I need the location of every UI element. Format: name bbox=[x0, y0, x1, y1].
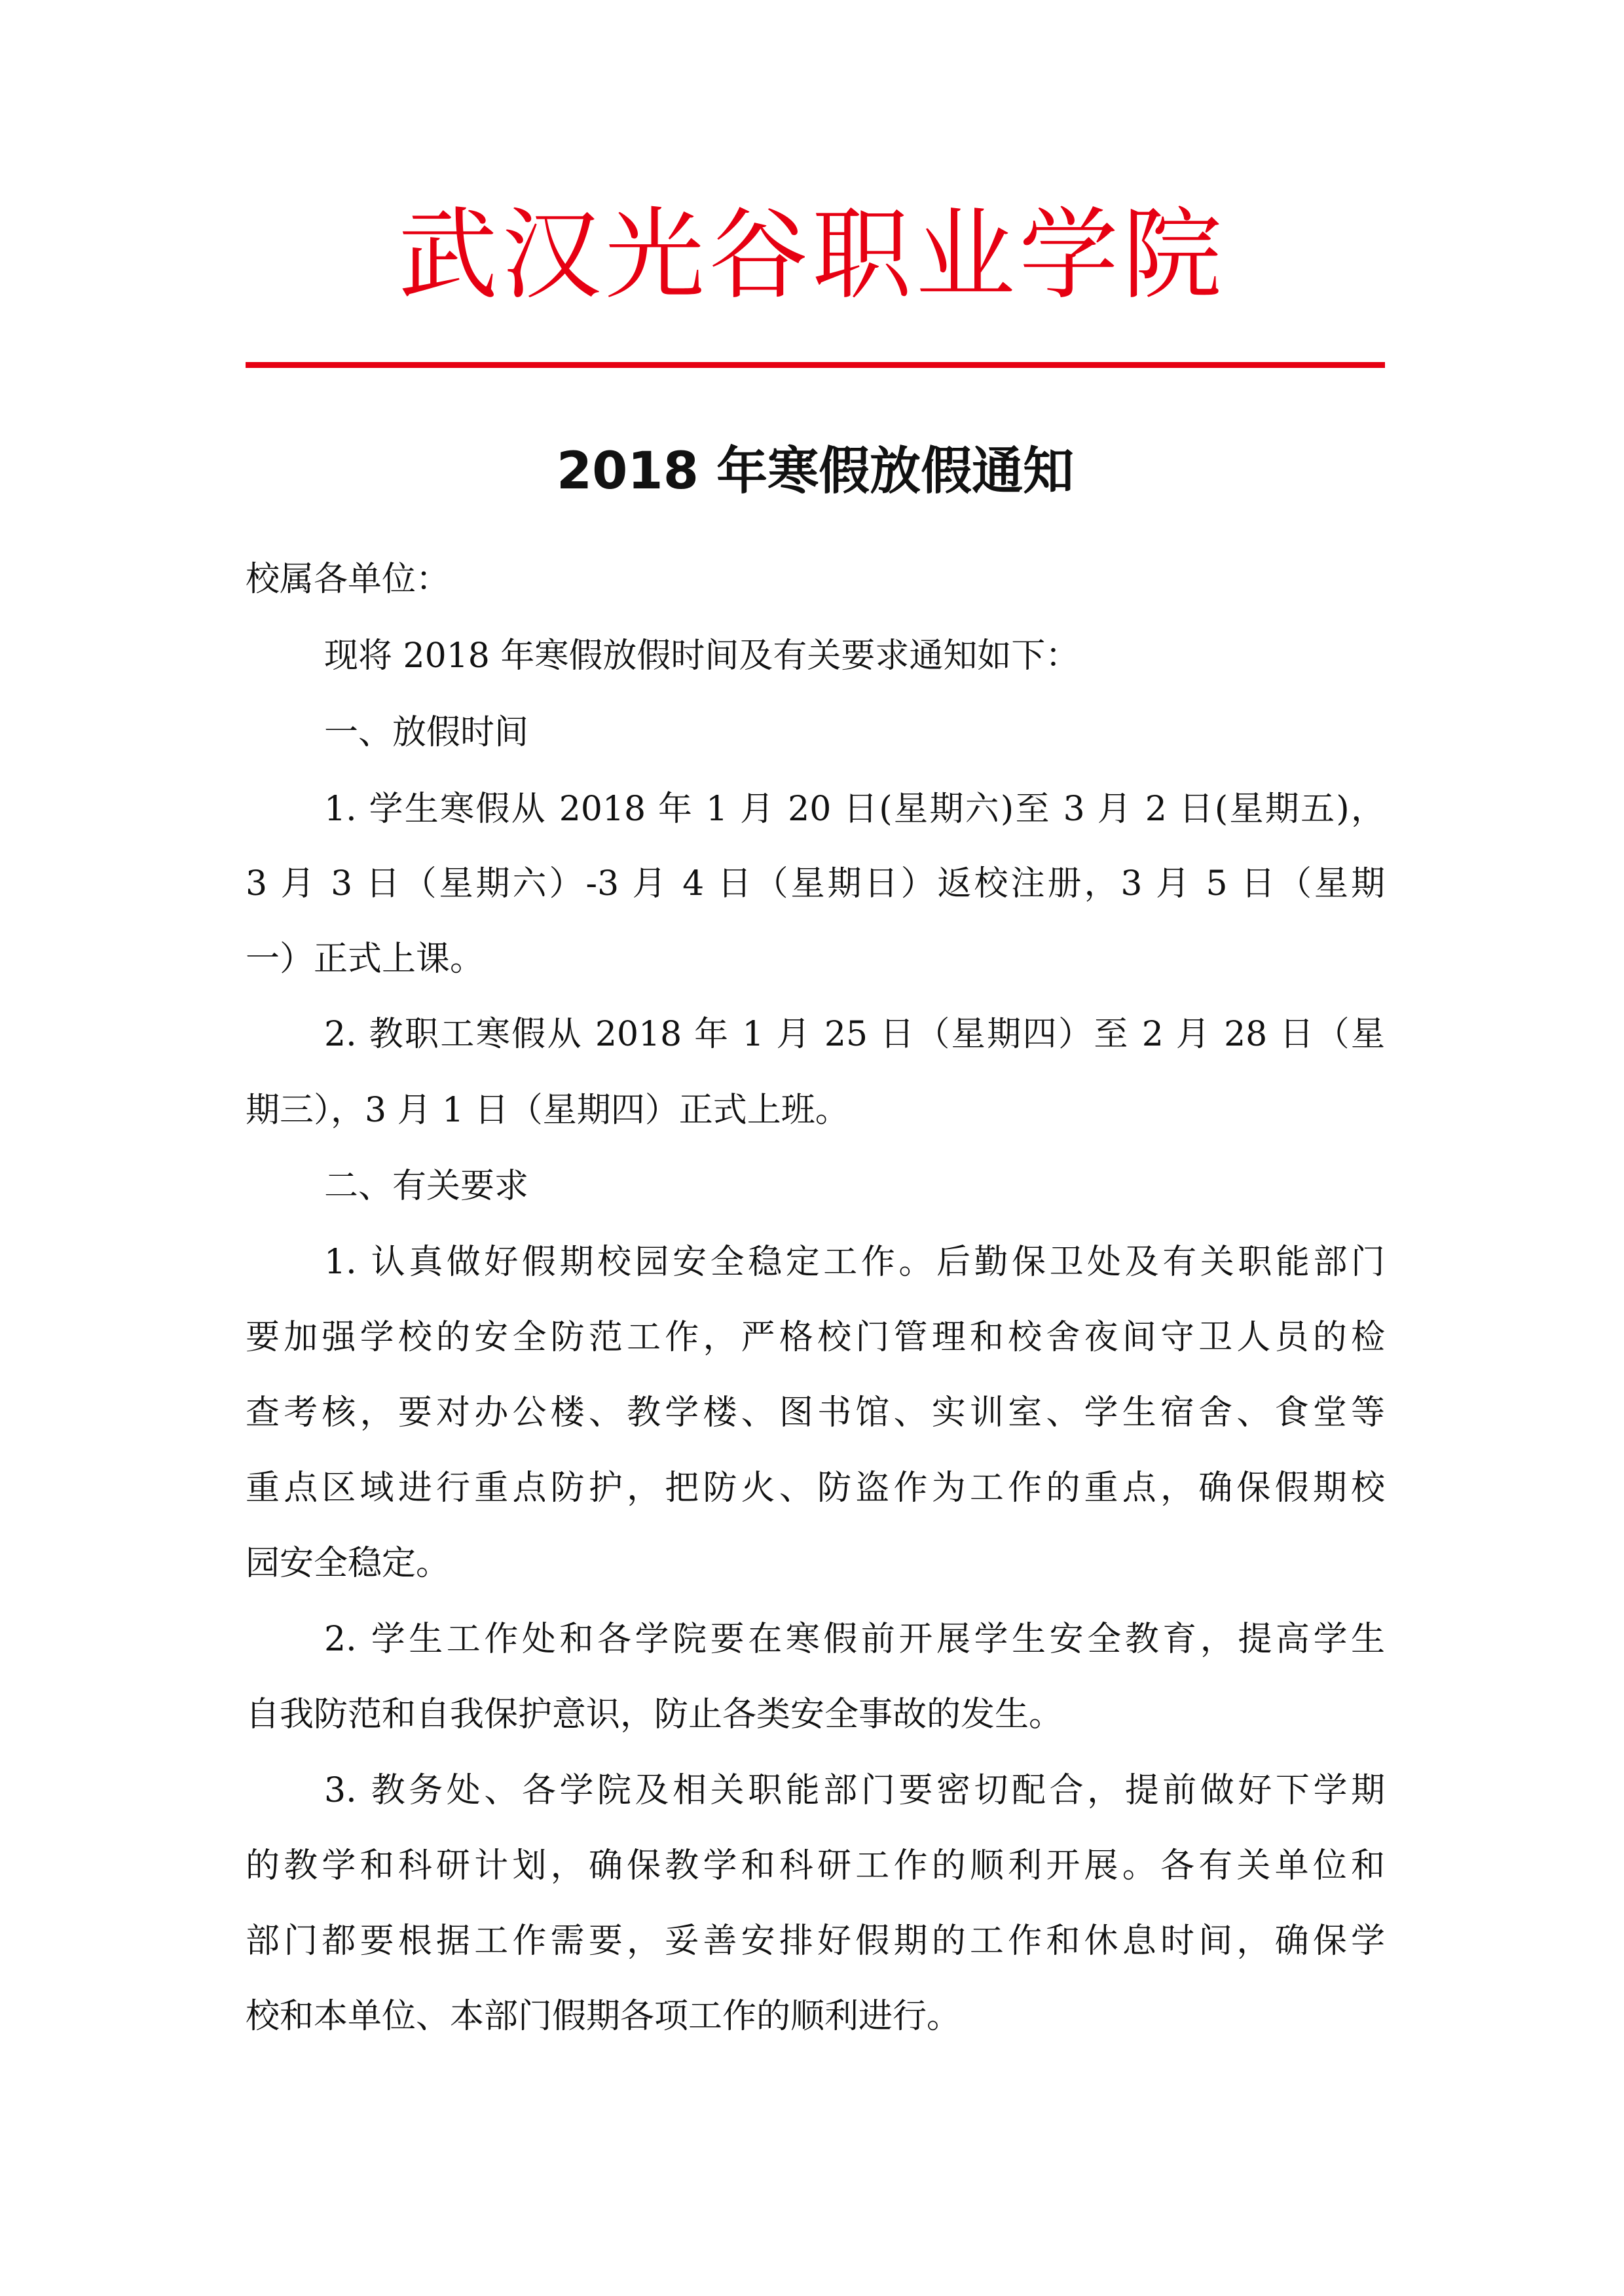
paragraph-line: 部门都要根据工作需要，妥善安排好假期的工作和休息时间，确保学 bbox=[246, 1922, 1385, 1961]
paragraph-line: 要加强学校的安全防范工作，严格校门管理和校舍夜间守卫人员的检 bbox=[246, 1318, 1385, 1357]
paragraph-line: 园安全稳定。 bbox=[246, 1544, 451, 1583]
section-heading-requirements: 二、有关要求 bbox=[324, 1167, 529, 1206]
paragraph-line: 2. 教职工寒假从 2018 年 1 月 25 日（星期四）至 2 月 28 日（星 bbox=[324, 1015, 1385, 1054]
paragraph-line: 重点区域进行重点防护，把防火、防盗作为工作的重点，确保假期校 bbox=[246, 1468, 1385, 1508]
paragraph-line: 1. 认真做好假期校园安全稳定工作。后勤保卫处及有关职能部门 bbox=[324, 1243, 1385, 1282]
paragraph-line: 1. 学生寒假从 2018 年 1 月 20 日(星期六)至 3 月 2 日(星期五)， bbox=[324, 790, 1385, 829]
document-title: 2018 年寒假放假通知 bbox=[556, 442, 1075, 501]
paragraph-line: 校和本单位、本部门假期各项工作的顺利进行。 bbox=[246, 1997, 961, 2036]
paragraph-line: 3. 教务处、各学院及相关职能部门要密切配合，提前做好下学期 bbox=[324, 1771, 1385, 1810]
paragraph-line: 的教学和科研计划，确保教学和科研工作的顺利开展。各有关单位和 bbox=[246, 1846, 1385, 1886]
section-heading-holiday-time: 一、放假时间 bbox=[324, 713, 529, 752]
paragraph-line: 期三），3 月 1 日（星期四）正式上班。 bbox=[246, 1091, 849, 1130]
paragraph-line: 2. 学生工作处和各学院要在寒假前开展学生安全教育，提高学生 bbox=[324, 1620, 1385, 1659]
intro-paragraph: 现将 2018 年寒假放假时间及有关要求通知如下： bbox=[324, 636, 1080, 676]
letterhead-institution-name: 武汉光谷职业学院 bbox=[398, 197, 1226, 313]
paragraph-line: 3 月 3 日（星期六）-3 月 4 日（星期日）返校注册，3 月 5 日（星期 bbox=[246, 864, 1385, 903]
paragraph-line: 自我防范和自我保护意识，防止各类安全事故的发生。 bbox=[246, 1695, 1063, 1734]
paragraph-line: 查考核，要对办公楼、教学楼、图书馆、实训室、学生宿舍、食堂等 bbox=[246, 1393, 1385, 1432]
paragraph-line: 一）正式上课。 bbox=[246, 939, 485, 979]
letterhead-red-rule bbox=[246, 362, 1385, 368]
salutation: 校属各单位： bbox=[246, 560, 451, 599]
